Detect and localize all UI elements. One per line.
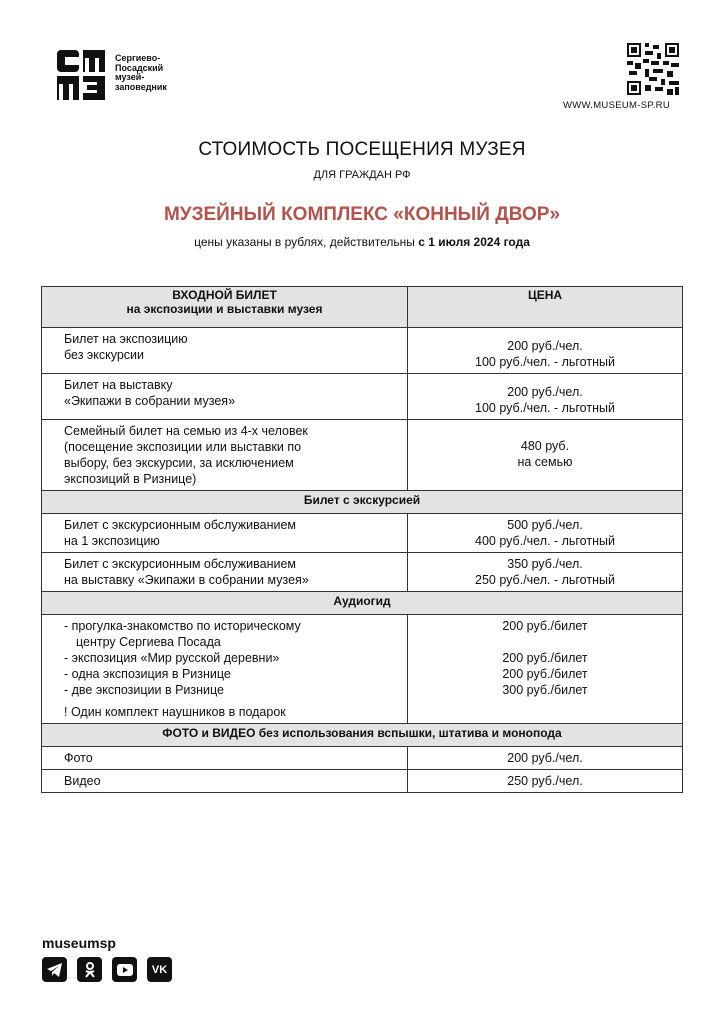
youtube-icon[interactable]: [112, 957, 137, 982]
section-excursion: Билет с экскурсией: [42, 491, 683, 514]
table-row: Билет на экспозицию без экскурсии 200 руб./чел. 100 руб./чел. - льготный: [42, 328, 683, 374]
price-table: [41, 286, 683, 793]
social-handle: museumsp: [42, 935, 116, 951]
website-link[interactable]: WWW.MUSEUM-SP.RU: [563, 100, 671, 111]
section-audioguide: Аудиогид: [42, 592, 683, 615]
social-icons: [42, 957, 172, 982]
page-title: СТОИМОСТЬ ПОСЕЩЕНИЯ МУЗЕЯ: [198, 139, 526, 160]
smz-logo-icon: [57, 50, 105, 100]
vk-icon[interactable]: VK: [147, 957, 172, 982]
table-row: Семейный билет на семью из 4-х человек (посещение экспозиции или выставки по выбору, без экскурсии, за исключением экспозиций в Ризнице) 480 руб. на семью: [42, 420, 683, 491]
museum-logo: [57, 50, 167, 100]
header-price: ЦЕНА: [408, 287, 683, 328]
qr-code-icon[interactable]: [627, 43, 679, 95]
table-row: Билет с экскурсионным обслуживанием на выставку «Экипажи в собрании музея» 350 руб./чел. 250 руб./чел. - льготный: [42, 553, 683, 592]
telegram-icon[interactable]: [42, 957, 67, 982]
table-row: Билет с экскурсионным обслуживанием на 1 экспозицию 500 руб./чел. 400 руб./чел. - льготный: [42, 514, 683, 553]
table-row: Фото 200 руб./чел.: [42, 747, 683, 770]
header-ticket: ВХОДНОЙ БИЛЕТ на экспозиции и выставки музея: [42, 287, 408, 328]
complex-title: МУЗЕЙНЫЙ КОМПЛЕКС «КОННЫЙ ДВОР»: [163, 204, 561, 225]
odnoklassniki-icon[interactable]: [77, 957, 102, 982]
page-subtitle: ДЛЯ ГРАЖДАН РФ: [313, 169, 411, 181]
table-row: Видео 250 руб./чел.: [42, 770, 683, 793]
logo-text: Сергиево- Посадский музей- заповедник: [115, 53, 167, 92]
table-row: Билет на выставку «Экипажи в собрании музея» 200 руб./чел. 100 руб./чел. - льготный: [42, 374, 683, 420]
section-photo-video: ФОТО и ВИДЕО без использования вспышки, штатива и монопода: [42, 724, 683, 747]
price-note: цены указаны в рублях, действительны с 1 июля 2024 года: [194, 235, 530, 249]
table-row: - прогулка-знакомство по историческому центру Сергиева Посада - экспозиция «Мир русской деревни» - одна экспозиция в Ризнице - две экспозиции в Ризнице ! Один комплект наушников в подарок 200 руб./билет 200 руб./билет 200 руб./билет 300 руб./билет: [42, 615, 683, 724]
table-header: [42, 287, 683, 328]
